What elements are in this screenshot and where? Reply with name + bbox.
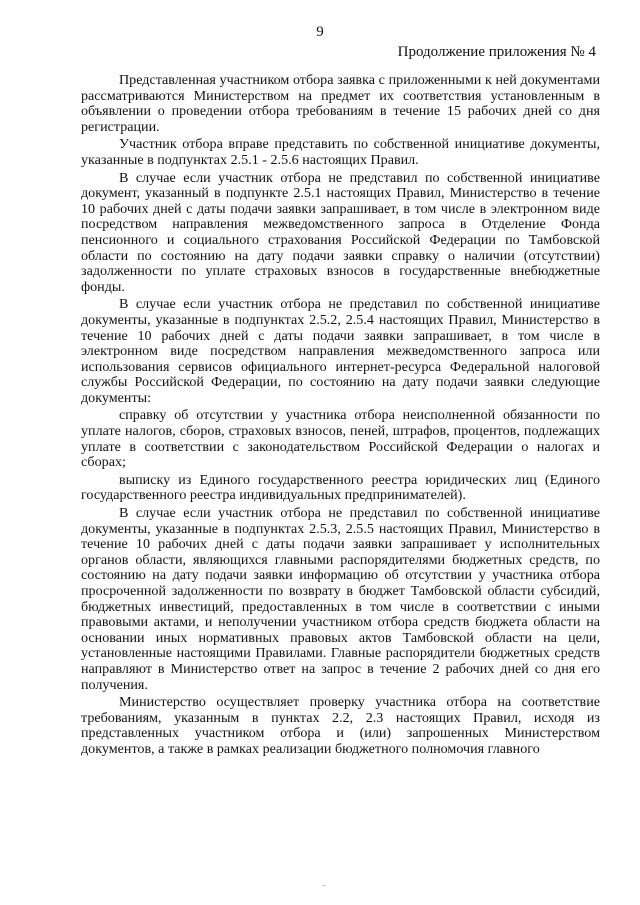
paragraph: справку об отсутствии у участника отбора неисполненной обязанности по уплате налогов, сборов, страховых взносов, пеней, штрафов, процентов, подлежащих уплате в соответствии с законодательством Российской Федерации о налогах и сборах; — [81, 407, 600, 471]
page-number: 9 — [316, 24, 324, 40]
paragraph: В случае если участник отбора не представил по собственной инициативе документы, указанные в подпунктах 2.5.3, 2.5.5 настоящих Правил, Министерство в течение 10 рабочих дней с даты подачи заявки запрашивает у исполнительных органов области, являющихся главными распорядителями бюджетных средств, по состоянию на дату подачи заявки информацию об отсутствии у участника отбора просроченной задолженности по возврату в бюджет Тамбовской области субсидий, бюджетных инвестиций, предоставленных в том числе в соответствии с иными правовыми актами, и неполучении участником отбора средств бюджета области на основании иных нормативных правовых актов Тамбовской области на цели, установленные настоящими Правилами. Главные распорядители бюджетных средств направляют в Министерство ответ на запрос в течение 2 рабочих дней со дня его получения. — [81, 505, 600, 693]
document-body — [81, 73, 600, 758]
annex-label: Продолжение приложения № 4 — [397, 44, 596, 60]
scan-mark — [322, 885, 326, 886]
paragraph: Представленная участником отбора заявка с приложенными к ней документами рассматриваются Министерством на предмет их соответствия установленным в объявлении о проведении отбора требованиям в течение 15 рабочих дней со дня регистрации. — [81, 72, 600, 135]
paragraph: Участник отбора вправе представить по собственной инициативе документы, указанные в подпунктах 2.5.1 - 2.5.6 настоящих Правил. — [81, 136, 600, 168]
paragraph: В случае если участник отбора не представил по собственной инициативе документы, указанные в подпунктах 2.5.2, 2.5.4 настоящих Правил, Министерство в течение 10 рабочих дней с даты подачи заявки запрашивает, в том числе в электронном виде посредством направления межведомственного запроса или использования сервисов официального интернет-ресурса Федеральной налоговой службы Российской Федерации, по состоянию на дату подачи заявки следующие документы: — [81, 296, 600, 406]
paragraph: В случае если участник отбора не представил по собственной инициативе документ, указанный в подпункте 2.5.1 настоящих Правил, Министерство в течение 10 рабочих дней с даты подачи заявки запрашивает, в том числе в электронном виде посредством направления межведомственного запроса в Отделение Фонда пенсионного и социального страхования Российской Федерации по Тамбовской области по состоянию на дату подачи заявки справку о наличии (отсутствии) задолженности по уплате страховых взносов в государственные внебюджетные фонды. — [81, 169, 600, 295]
paragraph: Министерство осуществляет проверку участника отбора на соответствие требованиям, указанным в пунктах 2.2, 2.3 настоящих Правил, исходя из представленных участником отбора и (или) запрошенных Министерством документов, а также в рамках реализации бюджетного полномочия главного — [81, 694, 600, 757]
paragraph: выписку из Единого государственного реестра юридических лиц (Единого государственного реестра индивидуальных предпринимателей). — [81, 471, 600, 504]
